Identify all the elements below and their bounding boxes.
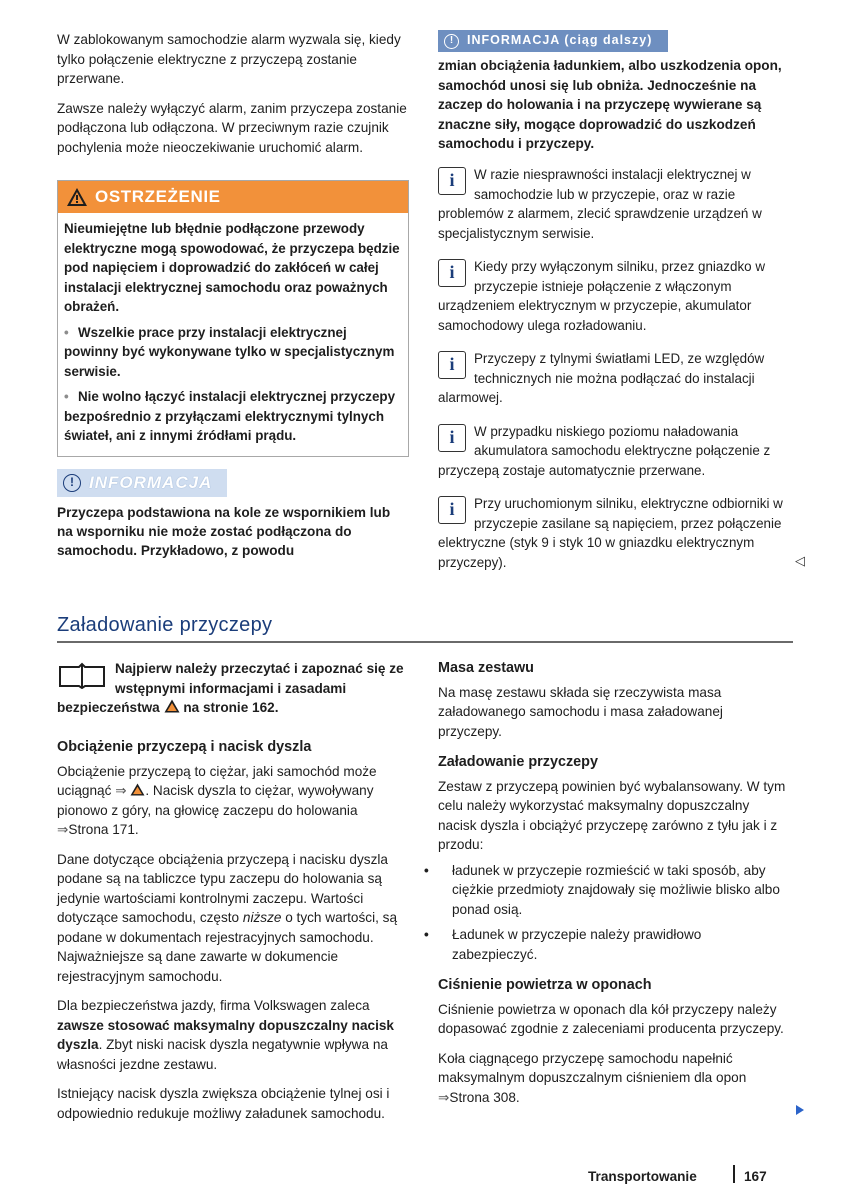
load-text: . Nacisk dyszla to ciężar, wywoływany pionowo z góry, na głowicę zaczepu do holowania xyxy=(57,783,374,818)
warning-bullet: • Wszelkie prace przy instalacji elektrycznej powinny być wykonywane tylko w specjalistycznym serwisie. xyxy=(64,324,395,379)
warning-triangle-icon xyxy=(164,699,180,713)
warning-triangle-icon xyxy=(66,187,88,207)
emphasis-text: zawsze stosować maksymalny dopuszczalny nacisk dyszla xyxy=(57,1017,394,1052)
ref-arrow-icon: ⇒ xyxy=(115,783,127,798)
warning-title: OSTRZEŻENIE xyxy=(95,187,221,207)
info-i-icon: i xyxy=(438,167,466,195)
info-text: Przyczepa podstawiona na kole ze wspornikiem lub na wsporniku nie może zostać podłączona do samochodu. Przykładowo, z powodu xyxy=(57,505,391,558)
intro-paragraph: W zablokowanym samochodzie alarm wyzwala się, kiedy tylko połączenie elektryczne z przyczepą zostanie przerwane. xyxy=(57,32,401,86)
footer-chapter-title: Transportowanie xyxy=(588,1169,697,1184)
info-i-icon: i xyxy=(438,496,466,524)
warning-box xyxy=(57,180,409,457)
page-ref-link[interactable]: na stronie 162. xyxy=(183,700,279,715)
load-text: Istniejący nacisk dyszla zwiększa obciążenie tylnej osi i odpowiednio redukuje możliwy załadunek samochodu. xyxy=(57,1086,390,1121)
page-ref-link[interactable]: Strona 308. xyxy=(449,1089,520,1105)
right-lower-column xyxy=(424,659,790,1107)
load-text: o tych wartości, są podane w dokumentach rejestracyjnych samochodu. Najważniejsze są dane zawarte w dokumencie rejestracyjnym samochodu. xyxy=(57,910,398,984)
info-circle-icon: ! xyxy=(63,474,81,492)
note-item: i W przypadku niskiego poziomu naładowania akumulatora samochodu elektryczne połączenie z przyczepą zostaje automatycznie przerwane. xyxy=(438,423,771,478)
load-text: . Zbyt niski nacisk dyszla negatywnie wpływa na własności jezdne zestawu. xyxy=(57,1037,388,1072)
bullet-icon: • xyxy=(424,927,429,942)
bullet-icon: • xyxy=(64,389,69,404)
info-continued-header xyxy=(438,30,668,52)
warning-bullet: • Nie wolno łączyć instalacji elektrycznej przyczepy bezpośrednio z przyłączami elektrycznymi tylnych świateł, ani z innymi źródłami prądu. xyxy=(64,389,396,443)
page-number: 167 xyxy=(744,1169,767,1184)
page-ref-link[interactable]: Strona 171. xyxy=(68,822,139,837)
section-title: Załadowanie przyczepy xyxy=(57,614,273,636)
load-text: Obciążenie przyczepą to ciężar, jaki samochód może uciągnąć xyxy=(57,763,377,798)
load-heading: Obciążenie przyczepą i nacisk dyszla xyxy=(57,739,312,755)
info-title: INFORMACJA xyxy=(89,473,213,493)
warning-lead: Nieumiejętne lub błędnie podłączone przewody elektryczne mogą spowodować, że przyczepa będzie pod napięciem i doprowadzić do zakłóceń w całej instalacji elektrycznej samochodu oraz poważnych obrażeń. xyxy=(64,221,400,314)
section-divider xyxy=(57,641,793,643)
warning-triangle-icon xyxy=(130,783,145,796)
mass-text: Na masę zestawu składa się rzeczywista masa załadowanego samochodu i masa załadowanej przyczepy. xyxy=(438,684,723,739)
load-text: Dane dotyczące obciążenia przyczepą i nacisku dyszla podane są na tabliczce typu zaczepu do holowania są jedynie wartościami kontrolnymi zaczepu. Wartości dotyczące samochodu, często xyxy=(57,851,388,925)
emphasis-text: niższe xyxy=(242,910,282,925)
info-continued-text: zmian obciążenia ładunkiem, albo uszkodzenia opon, samochód unosi się lub obniża. Jednocześnie na zaczep do holowania i na przyczepę wywierane są znaczne siły, mogące doprowadzić do uszkodzeń samochodu i przyczepy. xyxy=(438,58,782,151)
ref-arrow-icon: ⇒ xyxy=(57,822,69,837)
info-circle-icon: ! xyxy=(444,34,459,49)
footer-divider xyxy=(733,1165,735,1183)
intro-paragraph: Zawsze należy wyłączyć alarm, zanim przyczepa zostanie podłączona lub odłączona. W przeciwnym razie czujnik pochylenia może nieoczekiwanie uruchomić alarm. xyxy=(57,100,407,155)
info-i-icon: i xyxy=(438,351,466,379)
loading-heading: Załadowanie przyczepy xyxy=(438,754,598,770)
loading-text: Zestaw z przyczepą powinien być wybalansowany. W tym celu należy wykorzystać maksymalny dopuszczalny nacisk dyszla i obciążyć przyczepę zarówno z tyłu jak i z przodu: xyxy=(438,778,786,852)
pressure-text: Ciśnienie powietrza w oponach dla kół przyczepy należy dopasować zgodnie z zaleceniami producenta przyczepy. xyxy=(438,1001,784,1036)
read-first-block xyxy=(57,659,409,718)
info-i-icon: i xyxy=(438,259,466,287)
pressure-text: Koła ciągnącego przyczepę samochodu napełnić maksymalnym dopuszczalnym ciśnieniem dla opon xyxy=(438,1050,747,1085)
loading-bullet: • ładunek w przyczepie rozmieścić w taki sposób, aby ciężkie przedmioty znajdowały się możliwie blisko albo ponad osią. xyxy=(424,862,780,917)
loading-bullet: • Ładunek w przyczepie należy prawidłowo zabezpieczyć. xyxy=(424,927,702,962)
notes-list xyxy=(438,165,790,572)
note-item: i Kiedy przy wyłączonym silniku, przez gniazdko w przyczepie istnieje połączenie z włączonym urządzeniem elektrycznym w przyczepie, akumulator samochodowy ulega rozładowaniu. xyxy=(438,259,765,333)
note-item: i W razie niesprawności instalacji elektrycznej w samochodzie lub w przyczepie, oraz w razie problemów z alarmem, zlecić sprawdzenie urządzeń w specjalistycznym serwisie. xyxy=(438,167,762,241)
next-page-arrow-icon[interactable] xyxy=(796,1105,804,1115)
book-icon xyxy=(57,661,107,689)
info-header xyxy=(57,469,227,497)
info-i-icon: i xyxy=(438,424,466,452)
bullet-icon: • xyxy=(64,324,69,340)
warning-body xyxy=(58,213,408,446)
mass-heading: Masa zestawu xyxy=(438,660,534,676)
load-section xyxy=(57,738,409,1123)
back-marker-icon: ◁ xyxy=(795,553,805,568)
ref-arrow-icon: ⇒ xyxy=(438,1089,450,1105)
read-first-text: Najpierw należy przeczytać i zapoznać się ze wstępnymi informacjami i zasadami bezpieczeństwa xyxy=(57,661,404,715)
bullet-icon: • xyxy=(424,862,429,878)
intro-text xyxy=(57,30,409,157)
pressure-heading: Ciśnienie powietrza w oponach xyxy=(438,977,652,993)
load-text: Dla bezpieczeństwa jazdy, firma Volkswagen zaleca xyxy=(57,998,370,1013)
note-item: i Przy uruchomionym silniku, elektryczne odbiorniki w przyczepie zasilane są napięciem, przez połączenie elektryczne (styk 9 i styk 10 w gniazdku elektrycznym przyczepy). xyxy=(438,496,783,570)
warning-header xyxy=(58,181,408,213)
note-item: i Przyczepy z tylnymi światłami LED, ze względów technicznych nie można podłączać do instalacji alarmowej. xyxy=(438,351,765,405)
info-continued-title: INFORMACJA (ciąg dalszy) xyxy=(467,33,653,48)
